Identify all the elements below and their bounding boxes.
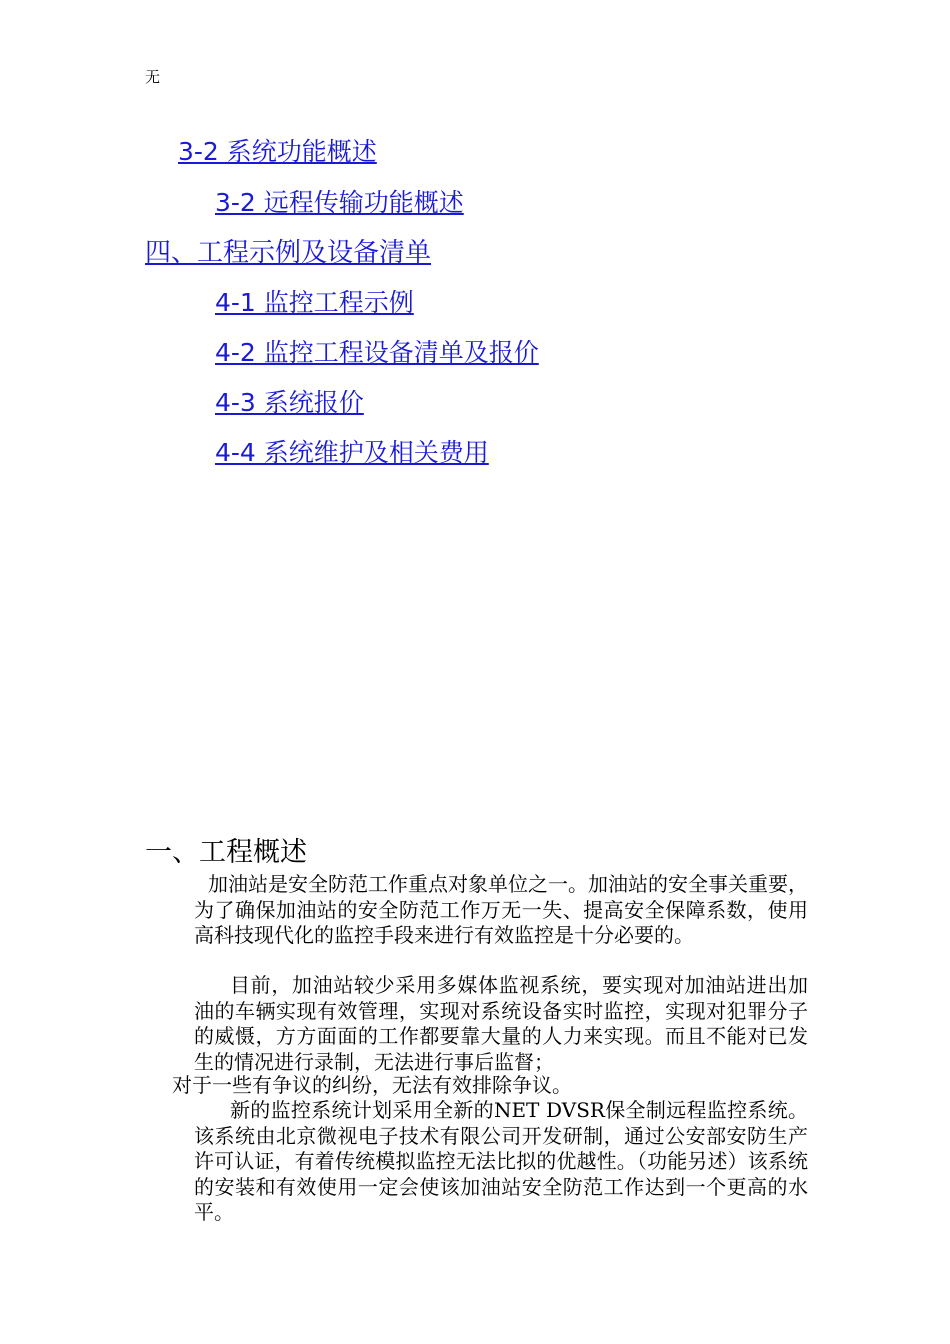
header-mark: 无 [145, 68, 161, 86]
toc-link-4-2[interactable]: 4-2 监控工程设备清单及报价 [215, 338, 539, 367]
paragraph-current-status: 目前，加油站较少采用多媒体监视系统，要实现对加油站进出加油的车辆实现有效管理，实现对系统设备实时监控，实现对犯罪分子的威慑，方方面面的工作都要靠大量的人力来实现。而且不能对已发生的情况进行录制，无法进行事后监督； [194, 973, 808, 1074]
paragraph-intro: 加油站是安全防范工作重点对象单位之一。加油站的安全事关重要，为了确保加油站的安全防范工作万无一失、提高安全保障系数，使用高科技现代化的监控手段来进行有效监控是十分必要的。 [194, 872, 808, 947]
toc-link-3-2-remote-transmission[interactable]: 3-2 远程传输功能概述 [215, 188, 464, 217]
toc-link-4-1[interactable]: 4-1 监控工程示例 [215, 288, 414, 317]
paragraph-new-system: 新的监控系统计划采用全新的NET DVSR保全制远程监控系统。该系统由北京微视电子技术有限公司开发研制，通过公安部安防生产许可认证，有着传统模拟监控无法比拟的优越性。（功能另述）该系统的安装和有效使用一定会使该加油站安全防范工作达到一个更高的水平。 [194, 1098, 808, 1224]
section-title: 一、工程概述 [145, 837, 307, 868]
toc-link-3-2-system-function[interactable]: 3-2 系统功能概述 [178, 137, 377, 166]
toc-link-4-3[interactable]: 4-3 系统报价 [215, 388, 364, 417]
paragraph-disputes: 对于一些有争议的纠纷，无法有效排除争议。 [172, 1073, 572, 1097]
toc-link-4-4[interactable]: 4-4 系统维护及相关费用 [215, 438, 489, 467]
toc-link-chapter-4[interactable]: 四、工程示例及设备清单 [145, 238, 432, 268]
